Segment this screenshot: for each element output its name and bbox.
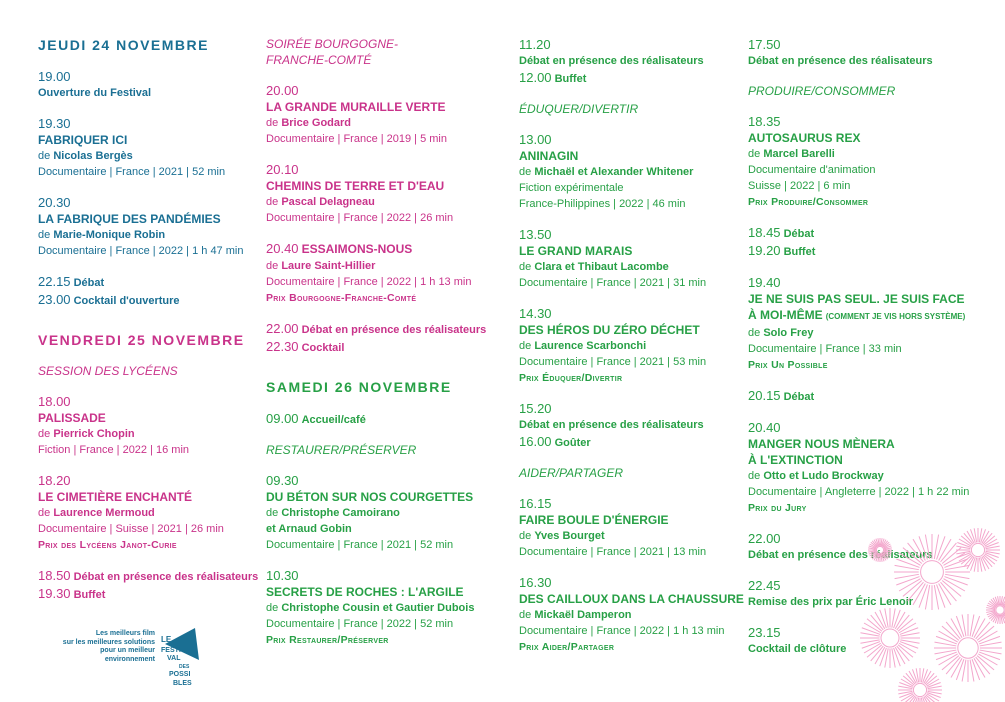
event-time: 19.30	[38, 586, 71, 601]
event-time: 20.00	[266, 83, 299, 98]
event-meta: Documentaire | France | 2022 | 1 h 47 min	[38, 245, 244, 257]
day-heading-thursday: JEUDI 24 NOVEMBRE	[38, 37, 209, 53]
by-label: de	[748, 327, 761, 339]
logo-text: FESTI	[161, 647, 181, 654]
event	[38, 194, 274, 259]
event-title: LE CIMETIÈRE ENCHANTÉ	[38, 490, 193, 504]
tagline: Les meilleurs film sur les meilleures solutions pour un meilleur environnement	[62, 630, 155, 663]
event-title: PALISSADE	[38, 411, 106, 425]
event-label: Débat	[783, 391, 815, 403]
event-label: Débat en présence des réalisateurs	[519, 55, 704, 67]
event-author: Pascal Delagneau	[281, 196, 375, 208]
decorative-flowers-icon	[860, 520, 1005, 702]
event-time: 23.00	[38, 292, 71, 307]
event-label: Cocktail d'ouverture	[73, 295, 180, 307]
by-label: de	[519, 340, 532, 352]
session-heading: RESTAURER/PRÉSERVER	[266, 443, 417, 457]
event	[519, 305, 755, 386]
event-title: DU BÉTON SUR NOS COURGETTES	[266, 490, 474, 504]
event-title: FAIRE BOULE D'ÉNERGIE	[519, 513, 669, 527]
event-author: Otto et Ludo Brockway	[763, 470, 884, 482]
event-author: Yves Bourget	[534, 530, 605, 542]
event-meta: Documentaire d'animation	[748, 164, 876, 176]
event-time: 11.20	[519, 37, 551, 52]
event-meta: Documentaire | France | 2021 | 52 min	[266, 539, 454, 551]
logo-text: LE	[161, 635, 172, 644]
event-label: Débat en présence des réalisateurs	[301, 324, 487, 336]
event-prize: Prix Bourgogne-Franche-Comté	[266, 292, 417, 304]
event-time: 12.00	[519, 70, 552, 85]
by-label: de	[38, 150, 51, 162]
event	[266, 410, 502, 428]
event-meta: Documentaire | France | 2019 | 5 min	[266, 133, 447, 145]
event	[519, 400, 755, 451]
event-label: Débat en présence des réalisateurs	[73, 571, 259, 583]
event-author: et Arnaud Gobin	[266, 523, 352, 535]
day-heading-saturday: SAMEDI 26 NOVEMBRE	[266, 379, 452, 395]
event-time: 16.15	[519, 496, 552, 511]
event-title: JE NE SUIS PAS SEUL. JE SUIS FACE	[748, 292, 965, 306]
event-label: Débat en présence des réalisateurs	[748, 55, 933, 67]
by-label: de	[519, 530, 532, 542]
event-author: Solo Frey	[763, 327, 814, 339]
event-label: Goûter	[554, 437, 591, 449]
event-time: 22.00	[266, 321, 299, 336]
event-title: FABRIQUER ICI	[38, 133, 128, 147]
session-heading: ÉDUQUER/DIVERTIR	[519, 102, 639, 116]
logo-text: BLES	[173, 680, 192, 687]
event-author: Brice Godard	[281, 117, 351, 129]
event-title: AUTOSAURUS REX	[748, 131, 861, 145]
event-title: LE GRAND MARAIS	[519, 244, 633, 258]
event-meta: Documentaire | France | 2021 | 53 min	[519, 356, 707, 368]
by-label: de	[38, 229, 51, 241]
event-time: 19.00	[38, 69, 71, 84]
event	[748, 224, 984, 260]
event-author: Marcel Barelli	[763, 148, 835, 160]
event-meta: Documentaire | France | 2022 | 26 min	[266, 212, 454, 224]
session-heading: SESSION DES LYCÉENS	[38, 364, 178, 378]
event	[748, 113, 984, 210]
event	[266, 82, 502, 147]
by-label: de	[266, 602, 279, 614]
by-label: de	[38, 507, 51, 519]
column-2	[266, 36, 502, 648]
event-title: ANINAGIN	[519, 149, 579, 163]
event-prize: Prix Restaurer/Préserver	[266, 634, 389, 646]
event-time: 14.30	[519, 306, 552, 321]
event-time: 20.15	[748, 388, 781, 403]
event-label: Buffet	[554, 73, 587, 85]
event	[38, 68, 274, 101]
event-time: 13.00	[519, 132, 552, 147]
event-time: 22.30	[266, 339, 299, 354]
event-title: LA FABRIQUE DES PANDÉMIES	[38, 212, 221, 226]
event-title: À MOI-MÊME	[748, 308, 823, 322]
event	[266, 567, 502, 648]
event-time: 19.20	[748, 243, 781, 258]
event-title: MANGER NOUS MÈNERA	[748, 437, 895, 451]
event-time: 22.00	[748, 531, 781, 546]
by-label: de	[748, 148, 761, 160]
event	[748, 274, 984, 373]
event-time: 13.50	[519, 227, 552, 242]
event	[519, 36, 755, 87]
event-author: Christophe Cousin et Gautier Dubois	[281, 602, 475, 614]
event-subtitle: (COMMENT JE VIS HORS SYSTÈME)	[825, 312, 966, 321]
logo-text: POSSI	[169, 671, 191, 678]
event	[266, 240, 502, 306]
event-time: 20.40	[748, 420, 781, 435]
event-meta: Documentaire | Angleterre | 2022 | 1 h 22 min	[748, 486, 970, 498]
event-prize: Prix Produire/Consommer	[748, 196, 869, 208]
event-prize: Prix Aider/Partager	[519, 641, 615, 653]
session-heading: SOIRÉE BOURGOGNE- FRANCHE-COMTÉ	[266, 37, 399, 67]
event	[38, 115, 274, 180]
by-label: de	[266, 507, 279, 519]
event-time: 10.30	[266, 568, 299, 583]
event	[748, 419, 984, 516]
by-label: de	[266, 196, 279, 208]
event-prize: Prix des Lycéens Janot-Curie	[38, 539, 177, 551]
event-author: Clara et Thibaut Lacombe	[534, 261, 669, 273]
by-label: de	[519, 261, 532, 273]
event-label: Débat	[783, 228, 815, 240]
by-label: de	[266, 117, 279, 129]
event-meta: Documentaire | France | 33 min	[748, 343, 902, 355]
event-author: Marie-Monique Robin	[53, 229, 166, 241]
event-title: CHEMINS DE TERRE ET D'EAU	[266, 179, 445, 193]
event-title: LA GRANDE MURAILLE VERTE	[266, 100, 446, 114]
event-meta: Fiction expérimentale	[519, 182, 624, 194]
event-title: DES CAILLOUX DANS LA CHAUSSURE	[519, 592, 744, 606]
event	[38, 273, 274, 309]
event-time: 09.30	[266, 473, 299, 488]
event-author: Christophe Camoirano	[281, 507, 400, 519]
event-author: Laurence Scarbonchi	[534, 340, 647, 352]
event-time: 17.50	[748, 37, 781, 52]
event-prize: Prix du Jury	[748, 502, 807, 514]
event-label: Débat en présence des réalisateurs	[519, 419, 704, 431]
day-heading-friday: VENDREDI 25 NOVEMBRE	[38, 332, 245, 348]
event-meta: Documentaire | France | 2021 | 31 min	[519, 277, 707, 289]
event-label: Buffet	[783, 246, 816, 258]
event	[38, 472, 274, 553]
event-time: 16.00	[519, 434, 552, 449]
event-author: Mickaël Damperon	[534, 609, 632, 621]
by-label: de	[519, 609, 532, 621]
event-time: 20.30	[38, 195, 71, 210]
event-label: Débat	[73, 277, 105, 289]
event	[266, 161, 502, 226]
event-author: Laure Saint-Hillier	[281, 260, 376, 272]
event-time: 16.30	[519, 575, 552, 590]
column-1	[38, 36, 274, 603]
by-label: de	[519, 166, 532, 178]
event-label: Accueil/café	[301, 414, 366, 426]
event	[519, 131, 755, 212]
event-time: 18.45	[748, 225, 781, 240]
event-meta: Fiction | France | 2022 | 16 min	[38, 444, 190, 456]
event-label: Cocktail de clôture	[748, 643, 847, 655]
event-author: Nicolas Bergès	[53, 150, 133, 162]
event-meta: Documentaire | Suisse | 2021 | 26 min	[38, 523, 224, 535]
event	[748, 36, 984, 69]
event-time: 22.45	[748, 578, 781, 593]
event-label: Remise des prix par Éric Lenoir	[748, 596, 914, 608]
event-author: Laurence Mermoud	[53, 507, 155, 519]
event-meta: Documentaire | France | 2021 | 52 min	[38, 166, 226, 178]
event-meta: Documentaire | France | 2022 | 1 h 13 min	[266, 276, 472, 288]
event-time: 09.00	[266, 411, 299, 426]
event-label: Buffet	[73, 589, 106, 601]
event-title: Ouverture du Festival	[38, 87, 152, 99]
festival-branding	[55, 622, 205, 692]
event-label: Débat en présence des réalisateurs	[748, 549, 933, 561]
event-time: 20.10	[266, 162, 299, 177]
event	[38, 567, 274, 603]
event-title: SECRETS DE ROCHES : L'ARGILE	[266, 585, 464, 599]
by-label: de	[748, 470, 761, 482]
event	[266, 320, 502, 356]
event-prize: Prix Éduquer/Divertir	[519, 372, 623, 384]
event-prize: Prix Un Possible	[748, 359, 828, 371]
event	[266, 472, 502, 553]
event	[519, 226, 755, 291]
event-meta: France-Philippines | 2022 | 46 min	[519, 198, 686, 210]
logo-text: VAL	[167, 655, 181, 662]
event-time: 18.20	[38, 473, 71, 488]
event-time: 23.15	[748, 625, 781, 640]
festival-logo	[159, 622, 203, 688]
column-3	[519, 36, 755, 655]
event	[748, 387, 984, 405]
logo-text: DES	[179, 664, 190, 670]
event-time: 15.20	[519, 401, 552, 416]
event-label: Cocktail	[301, 342, 345, 354]
session-heading: PRODUIRE/CONSOMMER	[748, 84, 896, 98]
event-title: À L'EXTINCTION	[748, 453, 843, 467]
event-time: 18.00	[38, 394, 71, 409]
event-meta: Documentaire | France | 2022 | 52 min	[266, 618, 454, 630]
event	[519, 574, 755, 655]
event-title: DES HÉROS DU ZÉRO DÉCHET	[519, 323, 700, 337]
event-author: Michaël et Alexander Whitener	[534, 166, 694, 178]
by-label: de	[266, 260, 279, 272]
event-time: 22.15	[38, 274, 71, 289]
event-time: 19.30	[38, 116, 71, 131]
event-time: 20.40	[266, 241, 299, 256]
event	[38, 393, 274, 458]
event-author: Pierrick Chopin	[53, 428, 135, 440]
event-time: 19.40	[748, 275, 781, 290]
event-meta: Suisse | 2022 | 6 min	[748, 180, 851, 192]
event-time: 18.50	[38, 568, 71, 583]
event-meta: Documentaire | France | 2022 | 1 h 13 min	[519, 625, 725, 637]
session-heading: AIDER/PARTAGER	[519, 466, 624, 480]
event-meta: Documentaire | France | 2021 | 13 min	[519, 546, 707, 558]
event-title: ESSAIMONS-NOUS	[301, 242, 413, 256]
by-label: de	[38, 428, 51, 440]
event-time: 18.35	[748, 114, 781, 129]
event	[519, 495, 755, 560]
